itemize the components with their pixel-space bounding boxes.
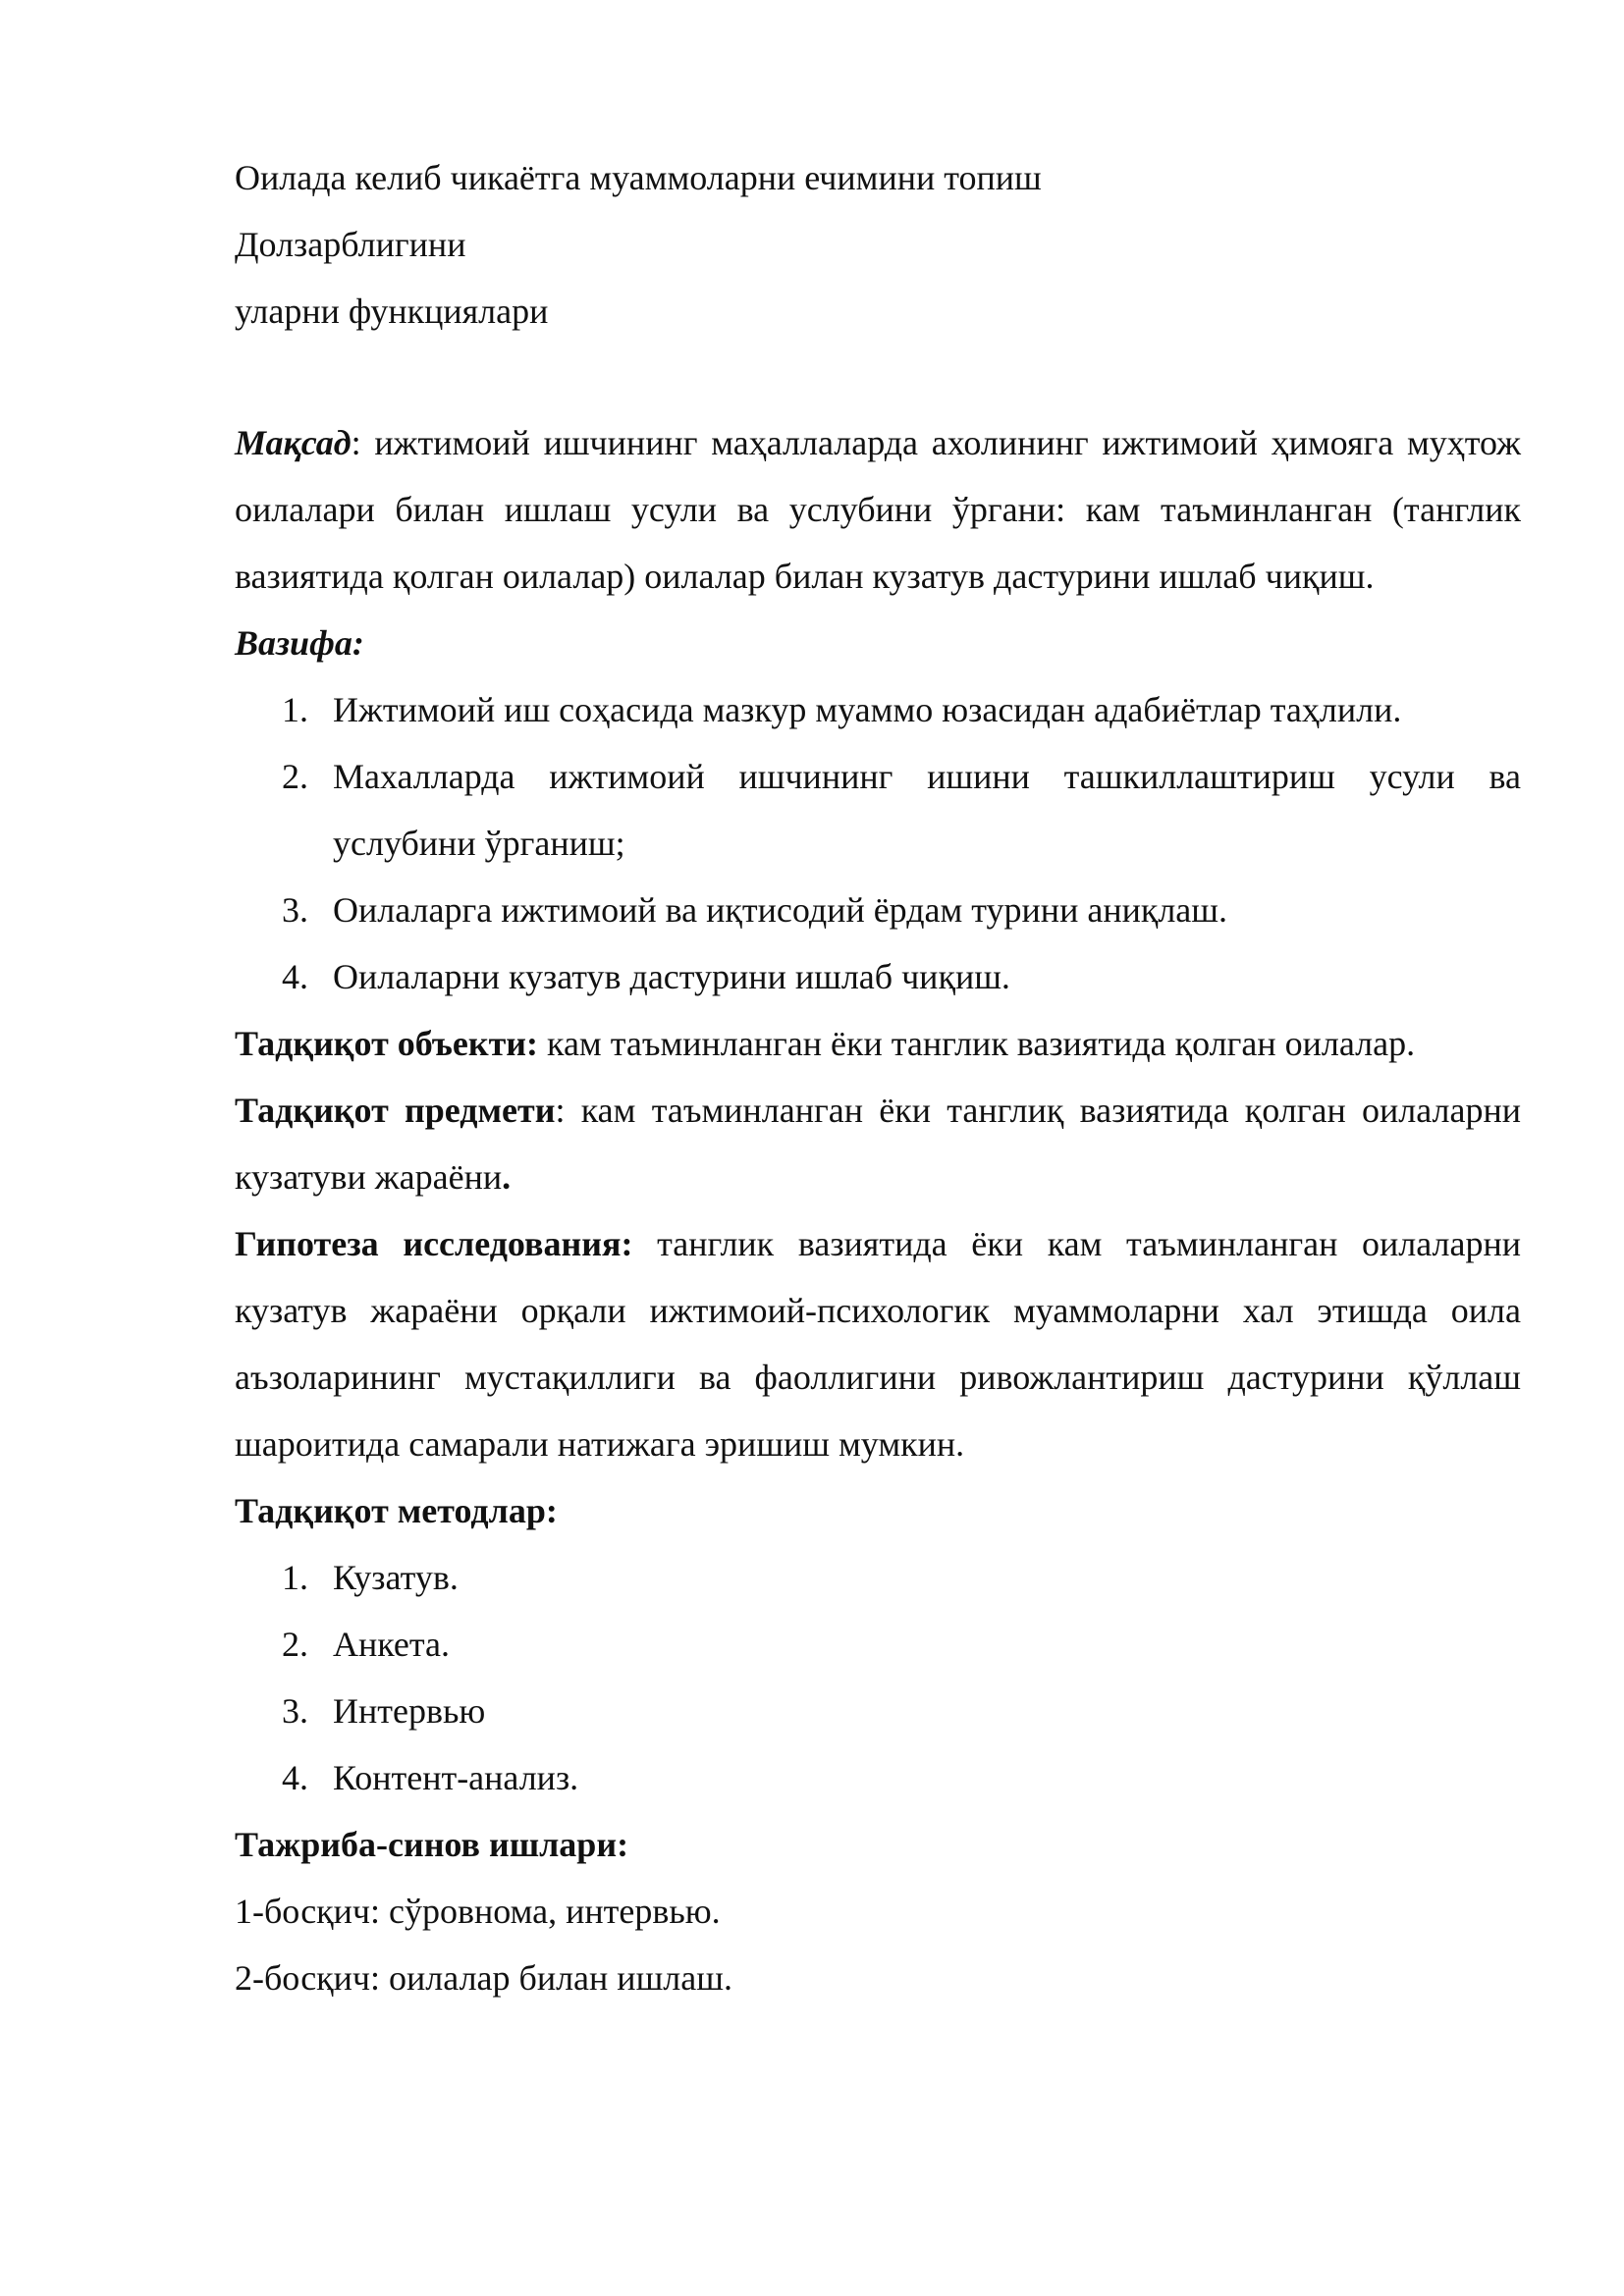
list-item-text: Ижтимоий иш соҳасида мазкур муаммо юзасидан адабиётлар таҳлили. (333, 690, 1402, 729)
list-item-text: Интервью (333, 1691, 486, 1731)
tajriba-heading: Тажриба-синов ишлари: (235, 1825, 629, 1864)
header-line-1: Оилада келиб чикаётга муаммоларни ечимини топиш (235, 158, 1042, 197)
predmet-end: . (502, 1157, 512, 1197)
vazifa-item (235, 676, 1521, 743)
metodlar-item (235, 1678, 1521, 1744)
gipoteza-text: танглик вазиятида ёки кам таъминланган оилаларни кузатув жараёни орқали ижтимоий-психологик муаммоларни хал этишда оила аъзоларининг мустақиллиги ва фаоллигини ривожлантириш дастурини қўллаш шароитида самарали натижага эришиш мумкин. (235, 1224, 1521, 1464)
list-item-text: Оилаларга ижтимоий ва иқтисодий ёрдам турини аниқлаш. (333, 890, 1228, 930)
vazifa-item (235, 943, 1521, 1010)
metodlar-item (235, 1611, 1521, 1678)
maqsad-text: : ижтимоий ишчининг маҳаллаларда ахолининг ижтимоий ҳимояга муҳтож оилалари билан ишлаш усули ва услубини ўргани: кам таъминланган (танглик вазиятида қолган оилалар) оилалар билан кузатув дастурини ишлаб чиқиш. (235, 423, 1521, 596)
spacer (235, 345, 1521, 409)
predmet-paragraph (235, 1077, 1521, 1210)
metodlar-list (235, 1544, 1521, 1811)
metodlar-item (235, 1744, 1521, 1811)
list-item-text: Контент-анализ. (333, 1758, 579, 1797)
header-line-2: Долзарблигини (235, 225, 466, 264)
list-number: 1. (282, 690, 308, 729)
tajriba-step-1: 1-босқич: сўровнома, интервью. (235, 1892, 721, 1931)
gipoteza-paragraph (235, 1210, 1521, 1477)
obyekt-paragraph (235, 1010, 1521, 1077)
predmet-label: Тадқиқот предмети (235, 1091, 556, 1130)
vazifa-item (235, 877, 1521, 943)
document-page (235, 144, 1521, 2011)
list-number: 1. (282, 1558, 308, 1597)
list-item-text: Махалларда ижтимоий ишчининг ишини ташкиллаштириш усули ва услубини ўрганиш; (333, 757, 1521, 863)
metodlar-item (235, 1544, 1521, 1611)
maqsad-label: Мақсад (235, 423, 352, 462)
obyekt-text: кам таъминланган ёки танглик вазиятида қолган оилалар. (538, 1024, 1416, 1063)
vazifa-item (235, 743, 1521, 877)
list-number: 4. (282, 957, 308, 996)
list-item-text: Анкета. (333, 1625, 450, 1664)
list-item-text: Оилаларни кузатув дастурини ишлаб чиқиш. (333, 957, 1010, 996)
list-number: 4. (282, 1758, 308, 1797)
list-number: 2. (282, 1625, 308, 1664)
metodlar-heading: Тадқиқот методлар: (235, 1491, 558, 1530)
list-item-text: Кузатув. (333, 1558, 459, 1597)
list-number: 3. (282, 1691, 308, 1731)
gipoteza-label: Гипотеза исследования: (235, 1224, 633, 1263)
vazifa-list (235, 676, 1521, 1010)
predmet-text: : кам таъминланган ёки танглиқ вазиятида қолган оилаларни кузатуви жараёни (235, 1091, 1521, 1197)
list-number: 3. (282, 890, 308, 930)
maqsad-paragraph (235, 409, 1521, 610)
tajriba-step-2: 2-босқич: оилалар билан ишлаш. (235, 1958, 732, 1998)
vazifa-heading: Вазифа: (235, 623, 364, 663)
header-line-3: уларни функциялари (235, 292, 549, 331)
list-number: 2. (282, 757, 308, 796)
obyekt-label: Тадқиқот объекти: (235, 1024, 538, 1063)
